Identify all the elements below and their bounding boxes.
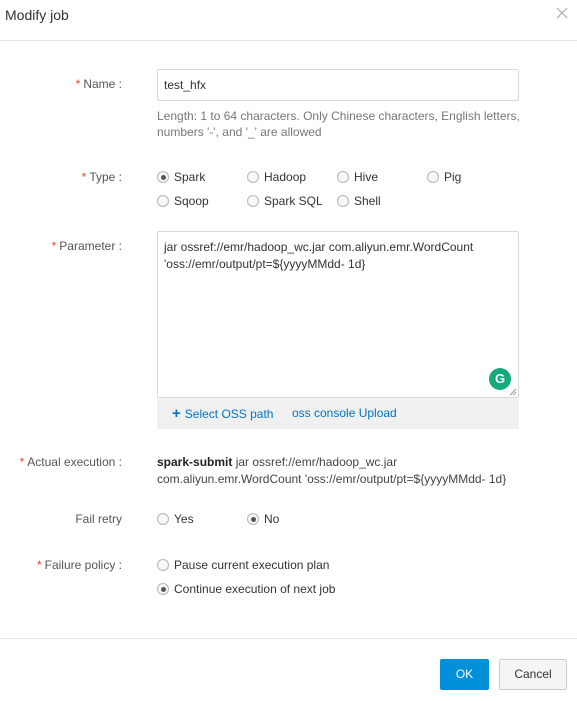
radio-icon [247, 195, 259, 207]
parameter-textarea[interactable] [157, 231, 519, 398]
radio-icon [157, 559, 169, 571]
fail-retry-label: Fail retry [75, 512, 122, 526]
close-icon[interactable] [555, 6, 569, 20]
oss-console-upload-link[interactable]: oss console Upload [292, 406, 397, 420]
type-radio-hadoop[interactable]: Hadoop [247, 170, 306, 184]
radio-checked-icon [157, 583, 169, 595]
cancel-button[interactable]: Cancel [499, 659, 567, 690]
type-label: * Type : [81, 170, 122, 184]
radio-icon [157, 195, 169, 207]
failure-policy-radio-pause[interactable]: Pause current execution plan [157, 558, 329, 572]
spark-submit-command: spark-submit [157, 455, 233, 469]
resize-handle-icon[interactable] [509, 388, 517, 396]
parameter-text: jar ossref://emr/hadoop_wc.jar com.aliyun.emr.WordCount 'oss://emr/output/pt=${yyyyMMdd- 1d} [164, 240, 474, 271]
type-radio-spark[interactable]: Spark [157, 170, 205, 184]
radio-icon [427, 171, 439, 183]
select-oss-path-link[interactable]: + Select OSS path [172, 405, 274, 422]
radio-icon [157, 513, 169, 525]
name-hint: Length: 1 to 64 characters. Only Chinese characters, English letters, numbers '-', and '_' are allowed [157, 109, 520, 139]
failure-policy-label: * Failure policy : [36, 558, 122, 572]
radio-icon [247, 171, 259, 183]
footer-divider [0, 638, 577, 639]
actual-execution-label: * Actual execution : [19, 455, 122, 469]
type-radio-hive[interactable]: Hive [337, 170, 378, 184]
actual-execution-text: spark-submit jar ossref://emr/hadoop_wc.jar com.aliyun.emr.WordCount 'oss://emr/output/pt=${yyyyMMdd- 1d} [157, 455, 507, 486]
dialog-header [0, 0, 577, 41]
name-input[interactable]: test_hfx [157, 69, 519, 101]
grammarly-icon[interactable]: G [489, 368, 511, 390]
ok-button[interactable]: OK [440, 659, 489, 690]
parameter-label: * Parameter : [51, 239, 122, 253]
plus-icon: + [172, 405, 181, 422]
required-marker: * [36, 558, 42, 572]
required-marker: * [51, 239, 57, 253]
required-marker: * [19, 455, 25, 469]
failure-policy-radio-continue[interactable]: Continue execution of next job [157, 582, 335, 596]
fail-retry-radio-yes[interactable]: Yes [157, 512, 194, 526]
required-marker: * [75, 77, 81, 91]
required-marker: * [81, 170, 87, 184]
type-radio-pig[interactable]: Pig [427, 170, 461, 184]
type-radio-spark-sql[interactable]: Spark SQL [247, 194, 323, 208]
type-radio-shell[interactable]: Shell [337, 194, 381, 208]
radio-icon [337, 171, 349, 183]
fail-retry-radio-no[interactable]: No [247, 512, 279, 526]
oss-toolbar [157, 398, 519, 429]
radio-checked-icon [157, 171, 169, 183]
type-radio-sqoop[interactable]: Sqoop [157, 194, 209, 208]
radio-checked-icon [247, 513, 259, 525]
dialog-title: Modify job [5, 7, 69, 23]
radio-icon [337, 195, 349, 207]
name-label: * Name : [75, 77, 122, 91]
